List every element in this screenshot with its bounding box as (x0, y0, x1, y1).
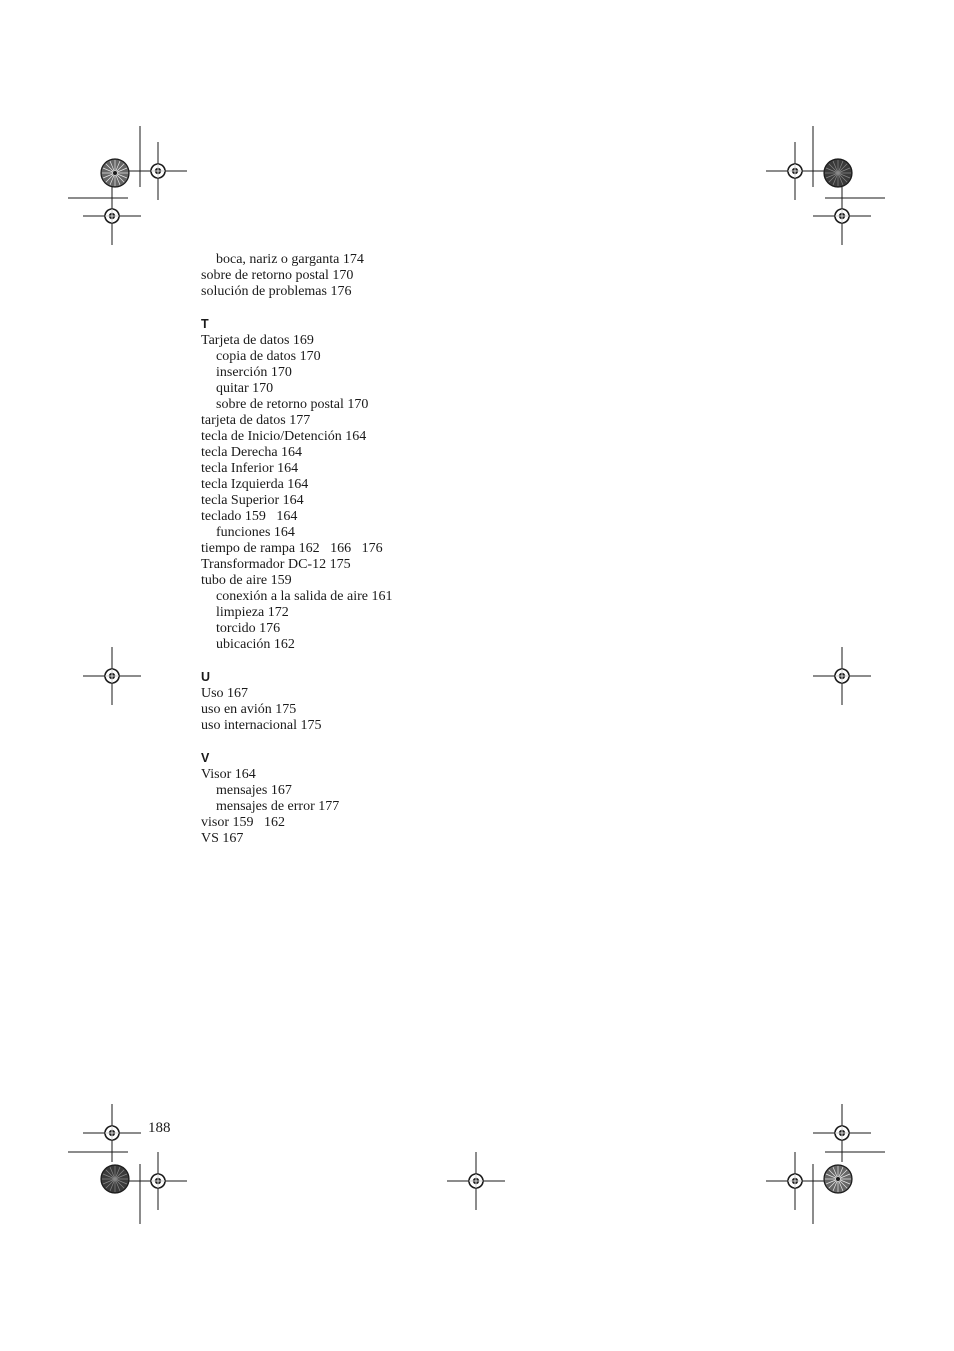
index-subentry: quitar 170 (216, 381, 274, 396)
index-entry: tiempo de rampa 162 166 176 (201, 541, 383, 556)
star-target-icon (101, 1165, 129, 1193)
index-subentry: torcido 176 (216, 621, 281, 636)
index-sections (201, 316, 621, 847)
index-subentry: sobre de retorno postal 170 (216, 397, 369, 412)
index-entry: tecla Izquierda 164 (201, 477, 309, 492)
index-entry: visor 159 162 (201, 815, 285, 830)
index-subentry: ubicación 162 (216, 637, 295, 652)
index-entry: Visor 164 (201, 767, 256, 782)
index-entry: tecla Superior 164 (201, 493, 304, 508)
index-entry: teclado 159 164 (201, 509, 298, 524)
index-entry: solución de problemas 176 (201, 284, 352, 299)
index-continuation (201, 252, 621, 300)
index-entry: tecla Inferior 164 (201, 461, 299, 476)
registration-mark (447, 1152, 505, 1210)
index-entry: tubo de aire 159 (201, 573, 292, 588)
index-section (201, 750, 621, 847)
index-entry: tarjeta de datos 177 (201, 413, 311, 428)
star-target-icon (824, 1165, 852, 1193)
index-subentry: mensajes de error 177 (216, 799, 340, 814)
index-entry: tecla de Inicio/Detención 164 (201, 429, 367, 444)
registration-mark (83, 187, 141, 245)
registration-mark (813, 647, 871, 705)
index-section (201, 669, 621, 734)
page-number: 188 (148, 1120, 171, 1136)
index-entry: Transformador DC-12 175 (201, 557, 351, 572)
section-letter: U (201, 670, 211, 684)
index-entry: VS 167 (201, 831, 244, 846)
index-entry: uso en avión 175 (201, 702, 297, 717)
index-section (201, 316, 621, 653)
index-subentry: inserción 170 (216, 365, 292, 380)
section-letter: V (201, 751, 210, 765)
index-subentry: mensajes 167 (216, 783, 292, 798)
index-subentry: copia de datos 170 (216, 349, 321, 364)
index-entry: Tarjeta de datos 169 (201, 333, 314, 348)
star-target-icon (101, 159, 129, 187)
star-target-icon (824, 159, 852, 187)
registration-mark (766, 142, 824, 200)
index-entry: Uso 167 (201, 686, 249, 701)
index-subentry: boca, nariz o garganta 174 (216, 252, 364, 267)
registration-mark (766, 1152, 824, 1210)
registration-mark (129, 1152, 187, 1210)
registration-mark (813, 1104, 871, 1162)
index-subentry: limpieza 172 (216, 605, 289, 620)
registration-mark (83, 647, 141, 705)
index-entry: sobre de retorno postal 170 (201, 268, 354, 283)
registration-mark (83, 1104, 141, 1162)
index-entry: tecla Derecha 164 (201, 445, 303, 460)
index-subentry: funciones 164 (216, 525, 295, 540)
index-list (201, 252, 621, 863)
index-subentry: conexión a la salida de aire 161 (216, 589, 393, 604)
index-entry: uso internacional 175 (201, 718, 322, 733)
registration-mark (129, 142, 187, 200)
section-letter: T (201, 317, 209, 331)
registration-mark (813, 187, 871, 245)
